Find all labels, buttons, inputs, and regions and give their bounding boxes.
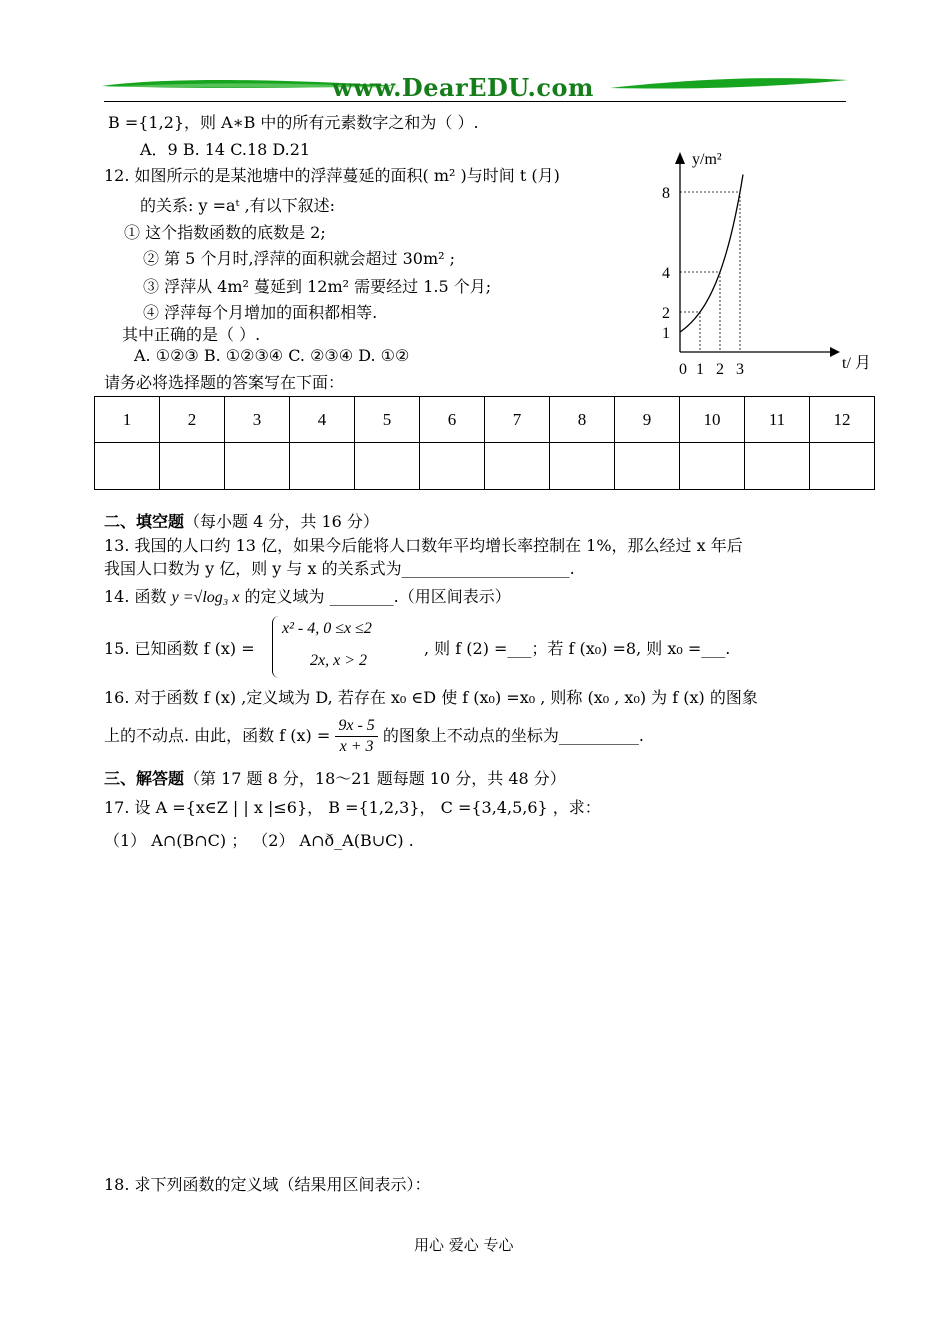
section3-title: 三、解答题 xyxy=(104,769,185,788)
answer-header-cell: 10 xyxy=(680,397,745,443)
answer-table-answer-row xyxy=(95,443,875,490)
q12-stem-line1: 12. 如图所示的是某池塘中的浮萍蔓延的面积( m² )与时间 t (月) xyxy=(104,166,560,185)
q12-statement-3: ③ 浮萍从 4m² 蔓延到 12m² 需要经过 1.5 个月; xyxy=(143,277,492,296)
answer-cell[interactable] xyxy=(160,443,225,490)
q15-suffix: , 则 f (2) =___；若 f (x₀) =8, 则 x₀ =___. xyxy=(424,639,731,658)
q16-prefix: 上的不动点. 由此，函数 f (x) = xyxy=(104,726,331,745)
answer-header-cell: 2 xyxy=(160,397,225,443)
q12-stem-line2: 的关系: y =aᵗ ,有以下叙述: xyxy=(140,196,336,215)
q15-prefix: 15. 已知函数 f (x) = xyxy=(104,639,255,658)
y-tick-label: 2 xyxy=(662,305,670,322)
footer-text: 用心 爱心 专心 xyxy=(414,1236,514,1254)
q14-line xyxy=(104,584,511,607)
q17-line2: （1） A∩(B∩C) ； （2） A∩ð_A(B∪C) . xyxy=(104,831,414,850)
answer-table-header-row xyxy=(95,397,875,443)
y-tick-label: 1 xyxy=(662,325,670,342)
q13-line1: 13. 我国的人口约 13 亿，如果今后能将人口数年平均增长率控制在 1%，那么经过 x 年后 xyxy=(104,536,743,555)
answer-cell[interactable] xyxy=(745,443,810,490)
q16-denominator: x + 3 xyxy=(339,738,374,755)
q17-line1: 17. 设 A ={x∈Z | | x |≤6}， B ={1,2,3}， C ={3,4,5,6} ，求： xyxy=(104,798,601,817)
y-axis-arrow xyxy=(675,152,685,164)
answer-header-cell: 7 xyxy=(485,397,550,443)
q15-brace xyxy=(272,616,279,678)
answer-cell[interactable] xyxy=(680,443,745,490)
x-axis-label: t/ 月 xyxy=(842,355,871,372)
answer-table xyxy=(94,396,875,490)
answer-cell[interactable] xyxy=(420,443,485,490)
answer-header-cell: 3 xyxy=(225,397,290,443)
y-tick-label: 8 xyxy=(662,185,670,202)
q13-line2: 我国人口数为 y 亿，则 y 与 x 的关系式为_____________________. xyxy=(104,559,575,578)
answer-header-cell: 12 xyxy=(810,397,875,443)
answer-header-cell: 9 xyxy=(615,397,680,443)
answer-header-cell: 11 xyxy=(745,397,810,443)
q15-case-2: 2x, x > 2 xyxy=(310,652,367,669)
site-logo-text: www.DearEDU.com xyxy=(332,73,594,102)
header-rule xyxy=(104,101,846,102)
x-tick-label: 2 xyxy=(716,361,724,378)
answer-cell[interactable] xyxy=(355,443,420,490)
q12-choices: A. ①②③ B. ①②③④ C. ②③④ D. ①② xyxy=(134,346,410,365)
y-axis-label: y/m² xyxy=(692,151,722,168)
x-tick-label: 3 xyxy=(736,361,744,378)
x-axis-arrow xyxy=(830,347,840,357)
q14-expression: y =√log₃ x xyxy=(171,589,240,606)
answer-header-cell: 1 xyxy=(95,397,160,443)
answer-header-cell: 4 xyxy=(290,397,355,443)
q16-numerator: 9x - 5 xyxy=(335,716,377,737)
q16-suffix: 的图象上不动点的坐标为__________. xyxy=(382,726,644,745)
q12-statement-4: ④ 浮萍每个月增加的面积都相等. xyxy=(143,303,378,322)
q18-line: 18. 求下列函数的定义域（结果用区间表示）： xyxy=(104,1175,431,1194)
section2-title: 二、填空题 xyxy=(104,512,185,531)
answer-header-cell: 8 xyxy=(550,397,615,443)
answer-cell[interactable] xyxy=(550,443,615,490)
x-tick-label: 1 xyxy=(696,361,704,378)
section3-note: （第 17 题 8 分，18～21 题每题 10 分，共 48 分） xyxy=(184,769,566,788)
q16-fraction xyxy=(335,716,377,757)
section2-heading xyxy=(104,509,379,532)
answer-cell[interactable] xyxy=(615,443,680,490)
section3-heading xyxy=(104,766,566,789)
answer-cell[interactable] xyxy=(810,443,875,490)
answer-instruction: 请务必将选择题的答案写在下面： xyxy=(104,373,345,392)
q14-suffix: 的定义域为 ________.（用区间表示） xyxy=(244,587,511,606)
q12-statement-1: ① 这个指数函数的底数是 2; xyxy=(124,223,326,242)
answer-cell[interactable] xyxy=(95,443,160,490)
q11-choices: A．9 B. 14 C.18 D.21 xyxy=(140,140,311,159)
answer-cell[interactable] xyxy=(485,443,550,490)
q12-question: 其中正确的是（ ）. xyxy=(122,325,261,344)
q16-line1: 16. 对于函数 f (x) ,定义域为 D, 若存在 x₀ ∈D 使 f (x₀) =x₀ , 则称 (x₀ , x₀) 为 f (x) 的图象 xyxy=(104,688,758,707)
q15-case-1: x² - 4, 0 ≤x ≤2 xyxy=(282,620,372,637)
y-tick-label: 4 xyxy=(662,265,670,282)
growth-chart xyxy=(640,140,890,380)
q16-line2 xyxy=(104,716,644,757)
answer-header-cell: 6 xyxy=(420,397,485,443)
q14-prefix: 14. 函数 xyxy=(104,587,167,606)
section2-note: （每小题 4 分，共 16 分） xyxy=(184,512,379,531)
q11-line: B ={1,2}，则 A∗B 中的所有元素数字之和为（ ）. xyxy=(108,113,479,132)
answer-cell[interactable] xyxy=(225,443,290,490)
series-curve xyxy=(680,175,743,333)
answer-cell[interactable] xyxy=(290,443,355,490)
right-swoosh-shape xyxy=(610,78,848,88)
x-tick-label: 0 xyxy=(679,361,687,378)
answer-header-cell: 5 xyxy=(355,397,420,443)
q12-statement-2: ② 第 5 个月时,浮萍的面积就会超过 30m² ; xyxy=(143,249,456,268)
